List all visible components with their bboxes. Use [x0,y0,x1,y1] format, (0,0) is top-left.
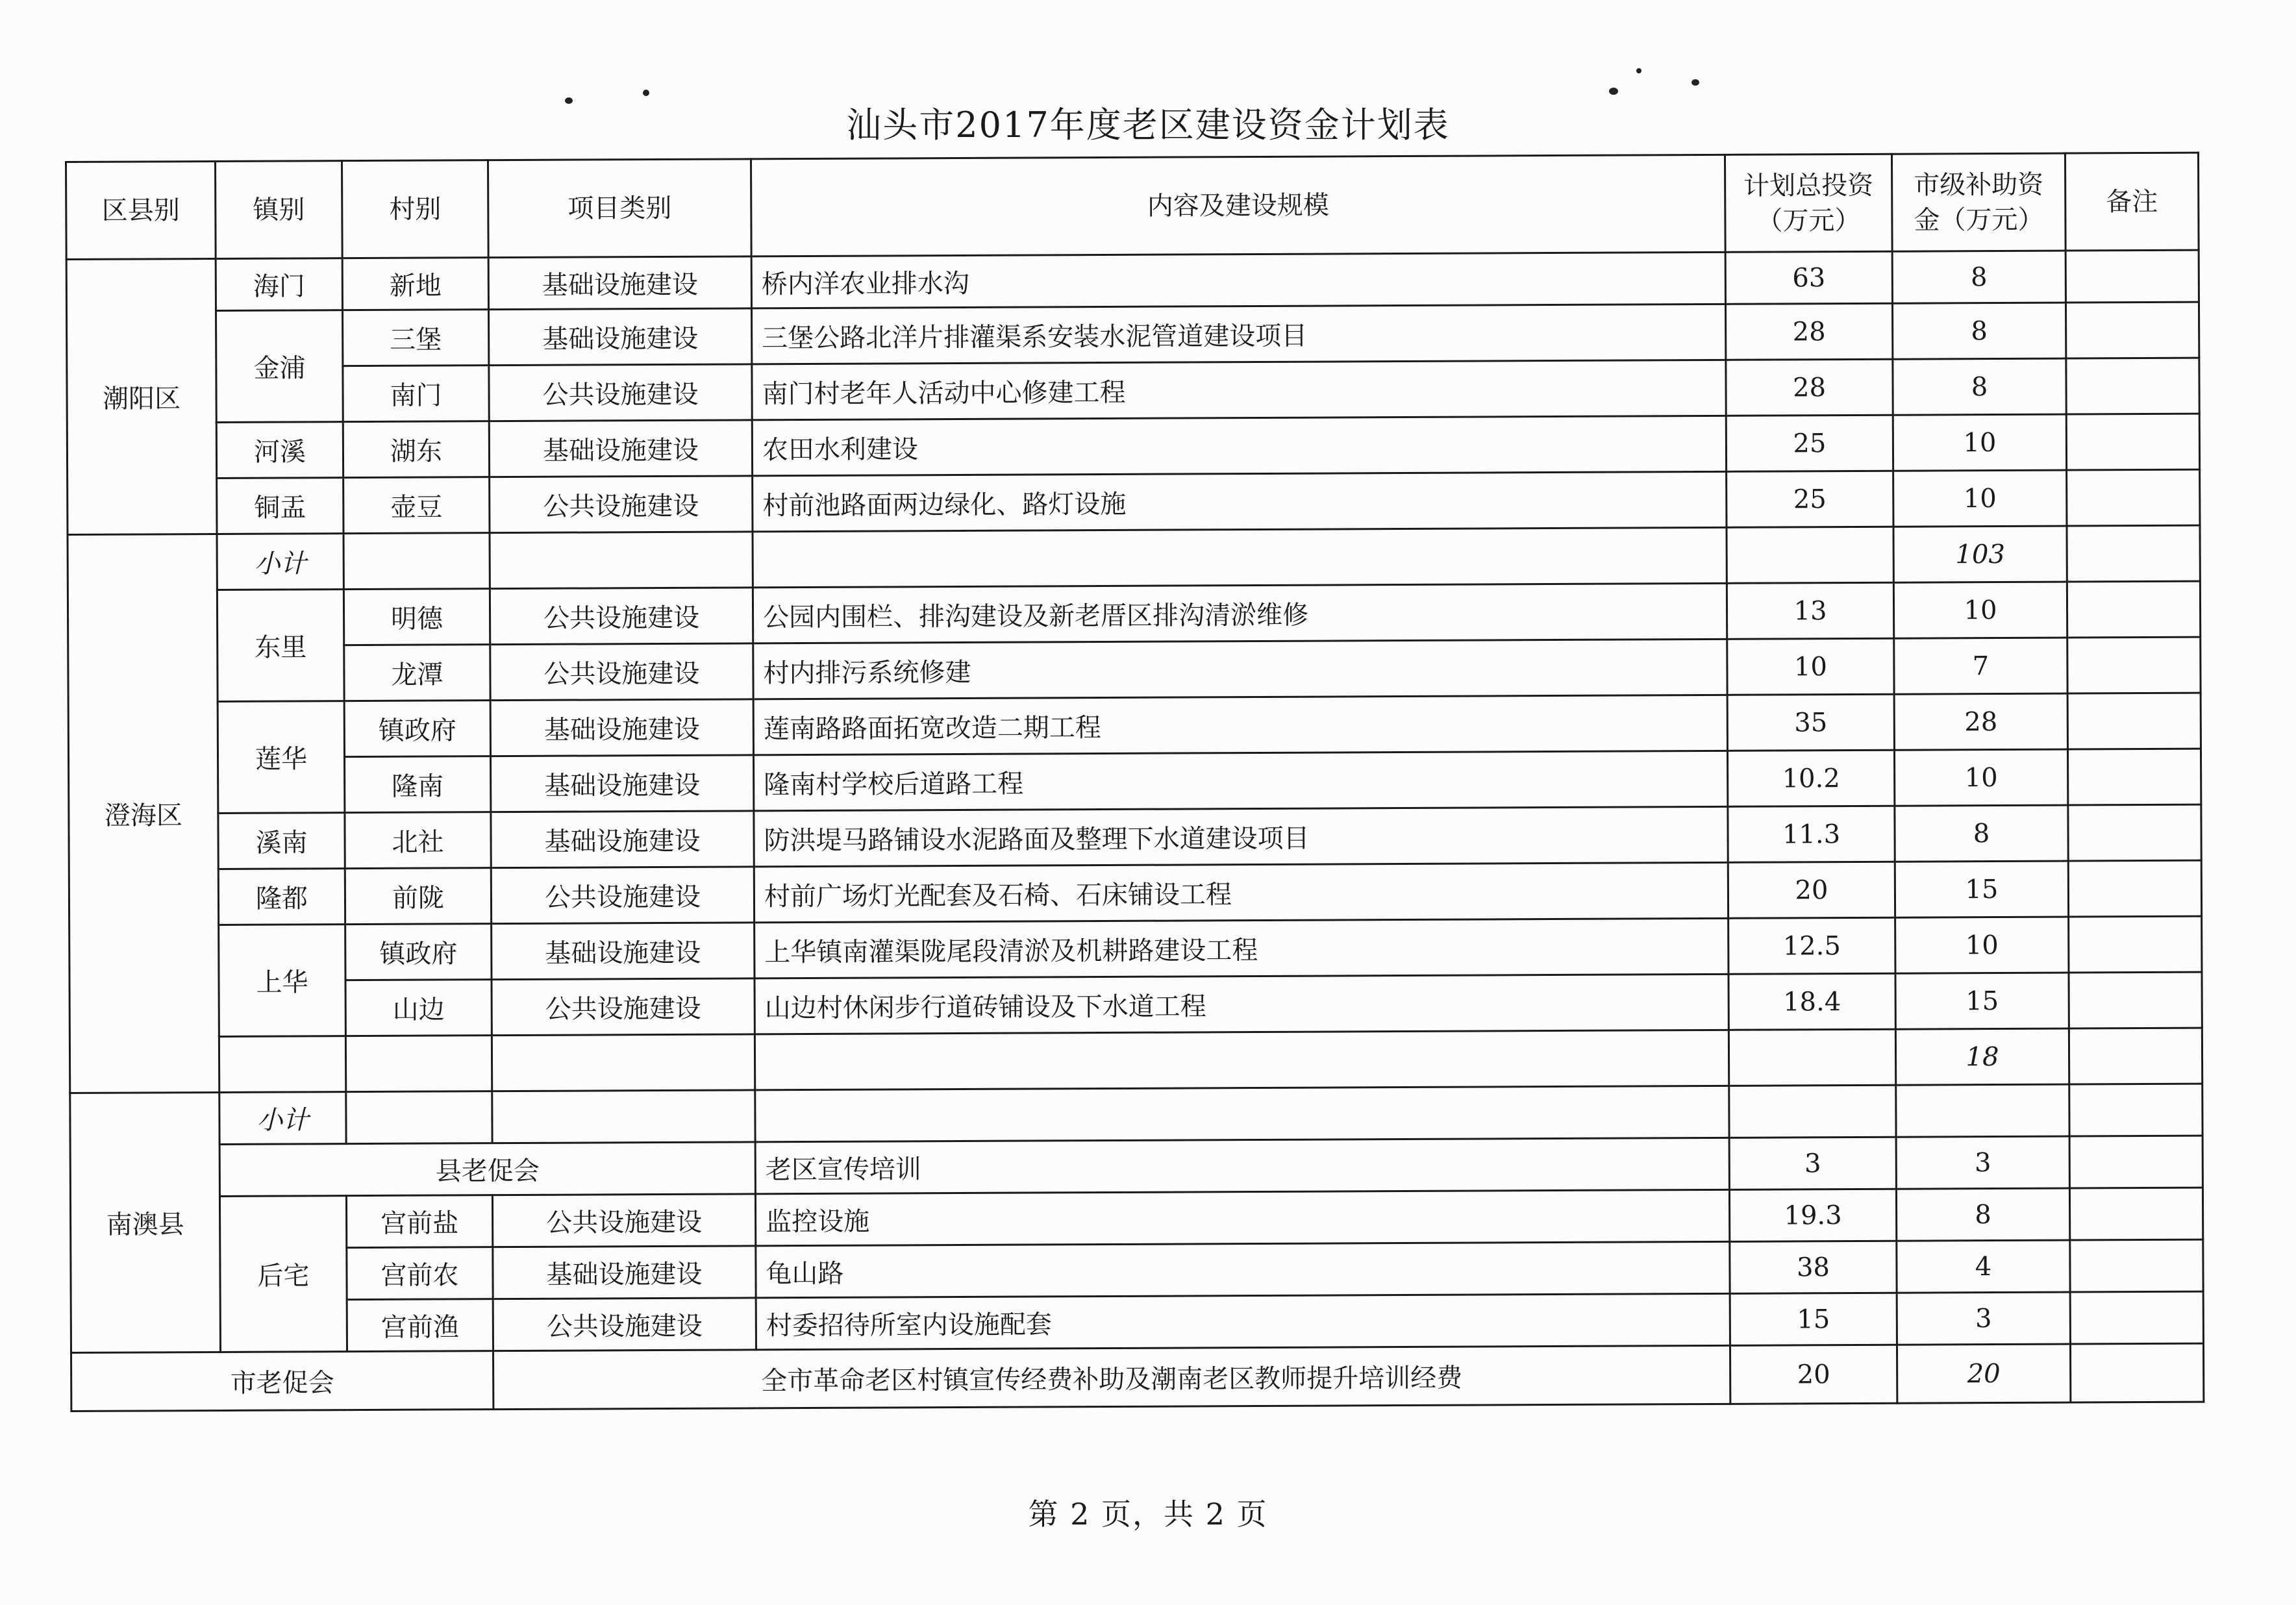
content-cell: 村前广场灯光配套及石椅、石床铺设工程 [754,862,1728,923]
remarks-cell [2068,860,2201,917]
village-cell: 山边 [345,980,492,1036]
remarks-cell [2069,1084,2202,1136]
village-cell: 湖东 [343,421,489,478]
content-cell: 三堡公路北洋片排灌渠系安装水泥管道建设项目 [752,304,1726,364]
header-row [66,153,2199,259]
content-cell: 防洪堤马路铺设水泥路面及整理下水道建设项目 [754,806,1728,867]
table-row [70,1136,2202,1197]
subsidy-cell: 8 [1896,1188,2069,1241]
table-row [71,1343,2204,1411]
subsidy-cell: 10 [1895,917,2069,973]
subsidy-cell: 20 [1897,1344,2070,1403]
header-total-investment: 计划总投资（万元） [1725,154,1892,252]
category-cell: 公共设施建设 [490,643,753,701]
remarks-cell [2069,1028,2202,1084]
content-cell: 村前池路面两边绿化、路灯设施 [753,471,1727,532]
empty-cell [343,533,490,590]
remarks-cell [2066,358,2199,414]
town-cell: 金浦 [216,310,343,423]
content-cell: 村委招待所室内设施配套 [756,1293,1730,1350]
table-row [70,1188,2202,1249]
page-footer: 第 2 页，共 2 页 [1028,1497,1268,1532]
category-cell: 基础设施建设 [492,923,755,980]
table-row [69,972,2202,1037]
category-cell: 公共设施建设 [491,867,754,924]
category-cell: 基础设施建设 [491,755,754,812]
town-cell: 东里 [217,590,344,702]
content-cell: 龟山路 [756,1241,1730,1298]
content-cell: 全市革命老区村镇宣传经费补助及潮南老区教师提升培训经费 [493,1345,1730,1409]
town-cell: 铜盂 [217,478,343,534]
town-cell: 上华 [219,925,346,1037]
remarks-cell [2067,581,2200,638]
table-row [69,749,2201,814]
content-cell: 上华镇南灌渠陇尾段清淤及机耕路建设工程 [755,918,1728,978]
remarks-cell [2067,693,2201,749]
remarks-cell [2066,414,2199,470]
table-row [67,358,2199,423]
remarks-cell [2069,1188,2202,1240]
total-cell: 20 [1730,1345,1897,1404]
village-cell: 前陇 [345,868,491,925]
table-row [66,250,2199,311]
subsidy-cell: 15 [1895,861,2068,917]
city-association-label: 市老促会 [71,1351,493,1412]
village-cell: 宫前渔 [347,1299,493,1352]
county-association-label: 县老促会 [219,1142,755,1197]
empty-cell [492,1034,755,1091]
table-row [69,860,2201,925]
subtotal-row [68,525,2200,590]
scan-speck [1636,68,1641,73]
table-row [67,414,2199,479]
total-cell: 25 [1726,415,1893,471]
total-cell: 63 [1725,251,1892,304]
content-cell: 农田水利建设 [752,416,1726,476]
content-cell: 莲南路路面拓宽改造二期工程 [753,695,1727,755]
header-content: 内容及建设规模 [751,155,1725,256]
total-cell: 38 [1730,1241,1897,1293]
subsidy-cell: 4 [1897,1240,2070,1293]
header-city-subsidy: 市级补助资金（万元） [1891,153,2065,251]
table-row [69,804,2201,869]
subtotal-label: 小计 [217,534,343,590]
remarks-cell [2065,250,2199,303]
village-cell: 镇政府 [344,701,490,757]
funding-plan-table [65,152,2204,1412]
subsidy-cell: 10 [1893,470,2067,527]
table-row [67,302,2199,367]
total-cell: 11.3 [1728,806,1895,862]
village-cell: 三堡 [343,310,489,366]
table-row [68,581,2200,646]
town-cell: 莲华 [218,701,345,814]
table-row [69,916,2202,981]
remarks-cell [2067,469,2200,526]
subsidy-cell: 10 [1893,414,2066,471]
subsidy-cell: 8 [1892,303,2065,359]
village-cell: 镇政府 [345,924,492,980]
village-cell: 明德 [343,589,490,645]
town-cell: 海门 [216,258,342,311]
town-cell: 后宅 [219,1196,347,1352]
total-cell: 25 [1727,471,1893,527]
subsidy-cell: 10 [1893,582,2067,638]
content-cell: 南门村老年人活动中心修建工程 [752,360,1726,420]
scan-speck [1609,88,1618,95]
category-cell: 公共设施建设 [492,1194,755,1247]
category-cell: 公共设施建设 [492,978,755,1036]
header-category: 项目类别 [488,159,752,258]
empty-cell [490,532,753,589]
remarks-cell [2069,1136,2202,1188]
category-cell: 基础设施建设 [493,1246,756,1299]
category-cell: 公共设施建设 [489,364,752,421]
scan-speck [1691,79,1699,86]
town-cell: 河溪 [216,422,343,479]
content-cell: 老区宣传培训 [755,1138,1729,1194]
subsidy-cell: 3 [1897,1292,2070,1345]
village-cell: 壶豆 [343,477,490,534]
table-row [69,1028,2202,1093]
subsidy-cell: 8 [1892,251,2065,303]
total-cell: 28 [1725,303,1892,360]
scan-speck [643,90,649,96]
village-cell: 隆南 [345,756,491,813]
category-cell: 基础设施建设 [489,308,752,366]
subsidy-cell: 10 [1894,749,2067,806]
village-cell: 新地 [342,258,488,310]
empty-cell [346,1091,492,1144]
remarks-cell [2069,972,2202,1028]
category-cell: 基础设施建设 [490,699,753,756]
table-row [68,693,2201,758]
content-cell: 隆南村学校后道路工程 [754,751,1728,811]
empty-cell [753,527,1727,588]
content-cell: 村内排污系统修建 [753,639,1727,699]
town-cell: 隆都 [218,869,345,925]
empty-cell [492,1090,755,1143]
district-cell: 澄海区 [68,534,219,1093]
empty-cell [755,1030,1728,1090]
empty-cell [1727,527,1893,583]
empty-cell [345,1036,492,1092]
table-row [71,1239,2203,1300]
content-cell: 山边村休闲步行道砖铺设及下水道工程 [755,974,1728,1034]
total-cell: 15 [1730,1293,1897,1345]
district-cell: 潮阳区 [66,258,217,534]
table-row [68,637,2201,702]
subtotal-label: 小计 [219,1092,346,1145]
subsidy-cell: 28 [1894,693,2067,750]
content-cell: 公园内围栏、排沟建设及新老厝区排沟清淤维修 [753,583,1727,643]
scan-speck [565,97,573,104]
total-cell: 28 [1726,359,1893,416]
total-cell: 10.2 [1727,750,1894,806]
total-cell: 18.4 [1728,973,1895,1030]
subtotal-value: 18 [1895,1028,2069,1085]
remarks-cell [2067,637,2201,693]
header-remarks: 备注 [2065,153,2199,251]
village-cell: 宫前盐 [346,1195,492,1248]
remarks-cell [2070,1343,2203,1402]
content-cell: 桥内洋农业排水沟 [751,252,1725,308]
total-cell: 20 [1728,862,1895,918]
subsidy-cell: 8 [1895,805,2068,862]
category-cell: 公共设施建设 [493,1298,756,1351]
document-title: 汕头市2017年度老区建设资金计划表 [846,105,1450,145]
total-cell: 10 [1727,638,1894,695]
header-village: 村别 [342,160,489,258]
total-cell: 35 [1727,694,1894,751]
table-row [71,1291,2203,1352]
content-cell: 监控设施 [755,1189,1729,1246]
total-cell: 19.3 [1729,1189,1896,1241]
category-cell: 基础设施建设 [489,420,752,477]
district-cell: 南澳县 [70,1092,221,1352]
empty-cell [1729,1085,1896,1138]
remarks-cell [2070,1239,2203,1292]
remarks-cell [2067,525,2200,582]
category-cell: 基础设施建设 [491,811,754,868]
remarks-cell [2067,749,2201,805]
table-row [68,469,2200,534]
subsidy-cell: 3 [1896,1136,2069,1189]
village-cell: 北社 [345,812,491,869]
subtotal-value: 103 [1893,526,2067,582]
subsidy-cell: 15 [1895,973,2069,1029]
empty-cell [1728,1029,1895,1086]
header-district: 区县别 [66,161,216,259]
remarks-cell [2065,302,2199,358]
category-cell: 公共设施建设 [490,588,753,645]
village-cell: 龙潭 [344,645,490,701]
empty-cell [1896,1084,2069,1137]
total-cell: 3 [1729,1137,1896,1189]
remarks-cell [2068,804,2201,861]
subsidy-cell: 8 [1893,358,2066,415]
remarks-cell [2069,916,2202,973]
header-town: 镇别 [216,161,343,259]
empty-cell [755,1086,1729,1142]
total-cell: 12.5 [1728,917,1895,974]
village-cell: 南门 [343,366,489,422]
total-cell: 13 [1727,582,1893,639]
subsidy-cell: 7 [1894,638,2067,694]
remarks-cell [2070,1291,2203,1344]
village-cell: 宫前农 [347,1247,493,1300]
subtotal-row [70,1084,2202,1145]
category-cell: 基础设施建设 [488,256,751,310]
category-cell: 公共设施建设 [490,476,753,533]
town-cell: 溪南 [218,813,345,869]
empty-cell [219,1036,345,1093]
